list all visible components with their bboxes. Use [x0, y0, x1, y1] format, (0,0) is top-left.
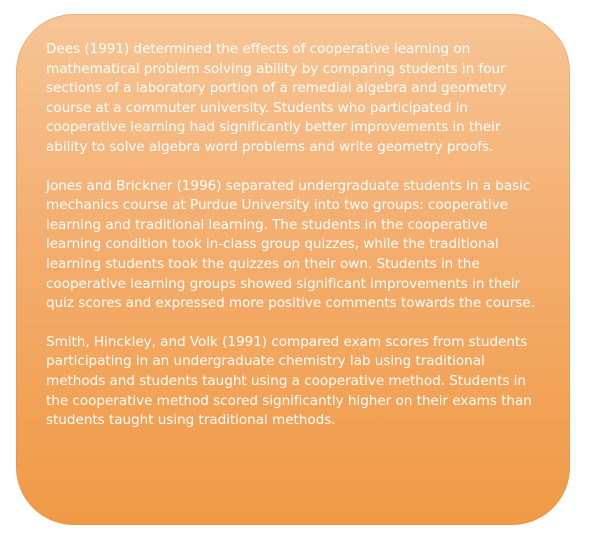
paragraph-jones-brickner: Jones and Brickner (1996) separated undergraduate students in a basic mechanics course at Purdue University into two groups: cooperative learning and traditional learning. The students in the cooperative learning condition took in-class group quizzes, while the traditional learning students took the quizzes on their own. Students in the cooperative learning groups showed significant improvements in their quiz scores and expressed more positive comments towards the course. — [46, 177, 535, 312]
paragraph-dees: Dees (1991) determined the effects of cooperative learning on mathematical problem solving ability by comparing students in four sections of a laboratory portion of a remedial algebra and geometry course at a commuter university. Students who participated in cooperative learning had significantly better improvements in their ability to solve algebra word problems and write geometry proofs. — [46, 41, 507, 155]
paragraph-smith-hinckley-volk: Smith, Hinckley, and Volk (1991) compared exam scores from students participating in an undergraduate chemistry lab using traditional methods and students taught using a cooperative method. Students in the cooperative method scored significantly higher on their exams than students taught using traditional methods. — [46, 333, 532, 429]
callout-box — [16, 14, 570, 525]
